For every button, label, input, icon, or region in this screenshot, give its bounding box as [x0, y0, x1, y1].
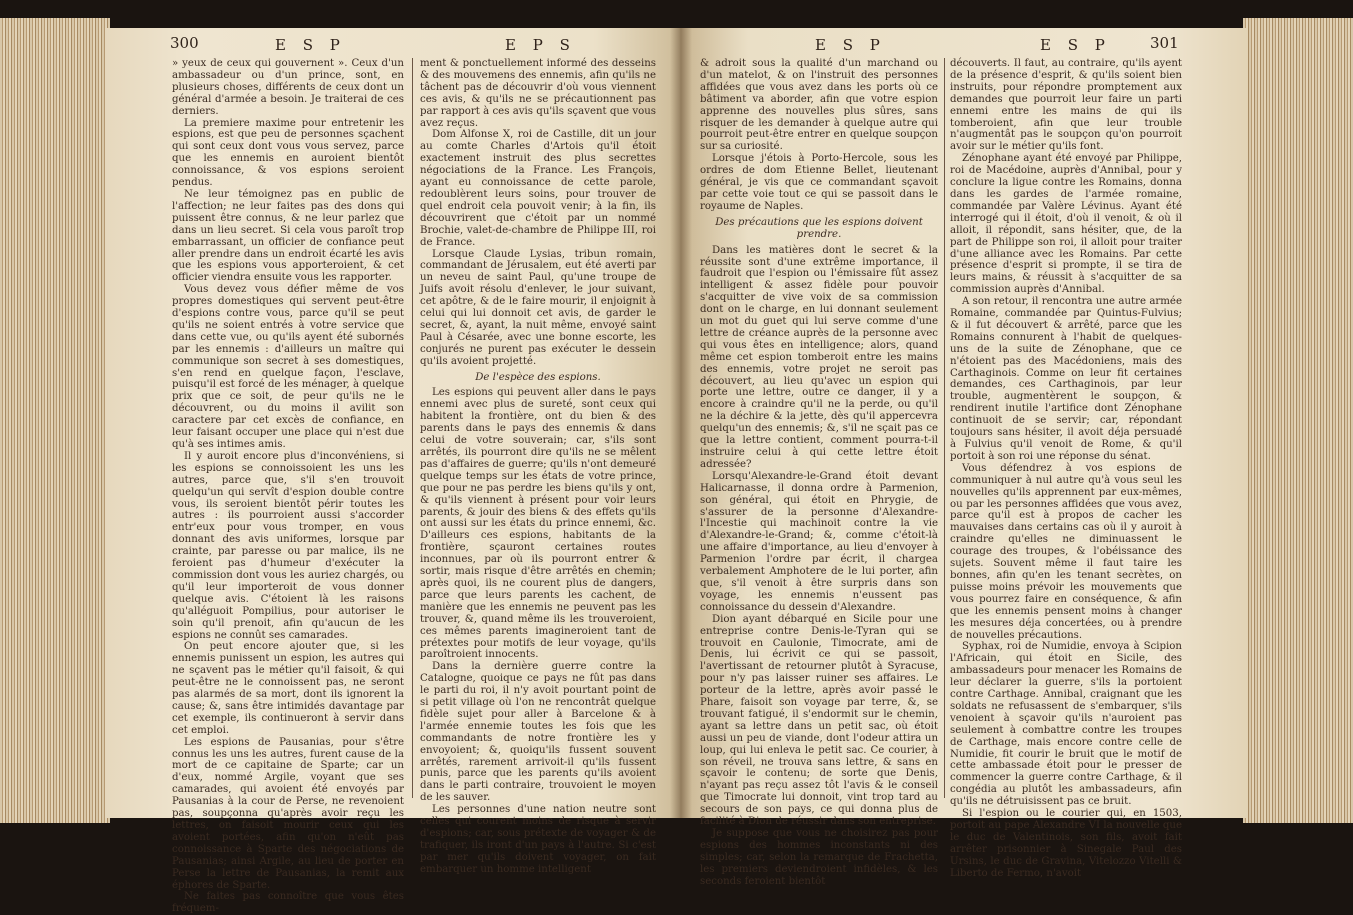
section-subheading: Des précautions que les espions doivent prendre. [715, 216, 923, 240]
paragraph: Dom Alfonse X, roi de Castille, dit un jour au comte Charles d'Artois qu'il étoit exactement instruit des plus secrettes négociations de la France. Les François, ayant eu connoissance de cette parole, redoublèrent leurs soins, pour trouver de quel endroit cela pouvoit venir; à la fin, ils découvrirent que c'étoit par un nommé Brochie, valet-de-chambre de Philippe III, roi de France. [420, 129, 656, 248]
page-edges-right [1243, 18, 1353, 823]
right-running-head-2: E S P [1040, 36, 1111, 54]
paragraph: Zénophane ayant été envoyé par Philippe, roi de Macédoine, auprès d'Annibal, pour y conclure la ligue contre les Romains, donna dans les gardes de l'armée romaine, commandée par Valère Lévinus. Ayant été interrogé qui il étoit, d'où il venoit, & où il alloit, il répondit, sans hésiter, que, de la part de Philippe son roi, il alloit pour traiter d'une alliance avec les Romains. Par cette présence d'esprit si prompte, il se tira de leurs mains, & réussit à s'acquitter de sa commission auprès d'Annibal. [950, 153, 1182, 296]
paragraph: Je suppose que vous ne choisirez pas pour espions des hommes inconstants ni des simples; car, selon la remarque de Frachetta, les premiers deviendroient infidèles, & les seconds feroient bientôt [700, 828, 938, 887]
left-running-head-1: E S P [275, 36, 346, 54]
paragraph: Les espions de Pausanias, pour s'être connus les uns les autres, furent cause de la mort de ce capitaine de Sparte; car un d'eux, nommé Argile, voyant que ses camarades, qui avoient été envoyés par Pausanias à la cour de Perse, ne revenoient pas, soupçonna qu'après avoir reçu les lettres, on faisoit mourir ceux qui les avoient portées, afin qu'on n'eût pas connoissance à Sparte des négociations de Pausanias; ainsi Argile, au lieu de porter en Perse la lettre de Pausanias, la remit aux éphores de Sparte. [172, 736, 404, 891]
left-column-rule [412, 58, 413, 798]
paragraph: Lorsque j'étois à Porto-Hercole, sous les ordres de dom Etienne Bellet, lieutenant général, je vis que ce commandant sçavoit par cette voie tout ce qui se passoit dans le royaume de Naples. [700, 153, 938, 212]
paragraph: Dans la dernière guerre contre la Catalogne, quoique ce pays ne fût pas dans le parti du roi, il n'y avoit pourtant point de si petit village où l'on ne rencontrât quelque fidèle sujet pour aller à Barcelone & à l'armée ennemie toutes les fois que les commandants de notre frontière les y envoyoient; &, quoiqu'ils fussent souvent arrêtés, rarement arrivoit-il qu'ils fussent punis, parce que les parents qu'ils avoient dans le parti contraire, trouvoient le moyen de les sauver. [420, 661, 656, 804]
paragraph: A son retour, il rencontra une autre armée Romaine, commandée par Quintus-Fulvius; & il fut découvert & arrêté, parce que les Romains connurent à l'habit de quelques-uns de la suite de Zénophane, que ce n'étoient pas des Macédoniens, mais des Carthaginois. Comme on leur fit certaines demandes, ces Carthaginois, par leur trouble, augmentèrent le soupçon, & rendirent inutile l'artifice dont Zénophane continuoit de se servir; car, répondant toujours sans hésiter, il avoit déja persuadé à Fulvius qu'il venoit de Rome, & qu'il portoit à son roi une réponse du sénat. [950, 296, 1182, 462]
paragraph: Les personnes d'une nation neutre sont celles qui courent moins de risque à servir d'espions; car, sous prétexte de voyager & de trafiquer, ils iront d'un pays à l'autre. Si c'est par mer qu'ils doivent voyager, on fait embarquer un homme intelligent [420, 804, 656, 875]
left-page-number: 300 [170, 34, 199, 52]
paragraph: Lorsque Claude Lysias, tribun romain, commandant de Jérusalem, eut été averti par un neveu de saint Paul, qu'une troupe de Juifs avoit résolu d'enlever, le jour suivant, cet apôtre, & de le faire mourir, il enjoignit à celui qui lui donnoit cet avis, de garder le secret, &, ayant, la nuit même, envoyé saint Paul à Césarée, avec une bonne escorte, les conjurés ne purent pas exécuter le dessein qu'ils avoient projetté. [420, 248, 656, 367]
paragraph: Dion ayant débarqué en Sicile pour une entreprise contre Denis-le-Tyran qui se trouvoit en Caulonie, Timocrate, ami de Denis, lui écrivit ce qui se passoit, l'avertissant de retourner plutôt à Syracuse, pour n'y pas laisser ruiner ses affaires. Le porteur de la lettre, après avoir passé le Phare, faisoit son voyage par terre, &, se trouvant fatigué, il s'endormit sur le chemin, ayant sa lettre dans un petit sac, où étoit aussi un peu de viande, dont l'odeur attira un loup, qui lui enleva le petit sac. Ce courier, à son réveil, ne trouva sans lettre, & sans en sçavoir le contenu; de sorte que Denis, n'ayant pas reçu assez tôt l'avis & le conseil que Timocrate lui donnoit, vint trop tard au secours de son pays, ce qui donna plus de facilité à Dion de réussir dans son entreprise. [700, 613, 938, 828]
paragraph: La premiere maxime pour entretenir les espions, est que peu de personnes sçachent qui sont ceux dont vous vous servez, parce que les ennemis en auroient bientôt connoissance, & vos espions seroient pendus. [172, 117, 404, 189]
paragraph: Lorsqu'Alexandre-le-Grand étoit devant Halicarnasse, il donna ordre à Parmenion, son général, qui étoit en Phrygie, de s'assurer de la personne d'Alexandre-l'Incestie qui machinoit contre la vie d'Alexandre-le-Grand; &, comme c'étoit-là une affaire d'importance, au lieu d'envoyer à Parmenion l'ordre par écrit, il chargea verbalement Amphotere de le lui porter, afin que, s'il venoit à être surpris dans son voyage, les ennemis n'eussent pas connoissance du dessein d'Alexandre. [700, 470, 938, 613]
page-edges-left [0, 18, 110, 823]
paragraph: Dans les matières dont le secret & la réussite sont d'une extrême importance, il faudroit que l'espion ou l'émissaire fût assez intelligent & assez fidèle pour pouvoir s'acquitter de vive voix de sa commission dont on le charge, en lui donnant seulement un mot du guet qui lui serve comme d'une lettre de créance auprès de la personne avec qui vous êtes en intelligence; alors, quand même cet espion tomberoit entre les mains des ennemis, votre projet ne seroit pas découvert, au lieu qu'avec un espion qui porte une lettre, outre ce danger, il y a encore à craindre qu'il ne la perde, ou qu'il ne la déchire & la jette, dès qu'il appercevra quelqu'un des ennemis; &, s'il ne sçait pas ce que la lettre contient, comment pourra-t-il instruire celui à qui cette lettre étoit adressée? [700, 244, 938, 470]
right-column-rule [944, 58, 945, 798]
paragraph: découverts. Il faut, au contraire, qu'ils ayent de la présence d'esprit, & qu'ils soient bien instruits, pour répondre promptement aux demandes que pourroit leur faire un parti ennemi entre les mains de qui ils tomberoient, afin que leur trouble n'augmentât pas le soupçon qu'on pourroit avoir sur le métier qu'ils font. [950, 58, 1182, 153]
paragraph: On peut encore ajouter que, si les ennemis punissent un espion, les autres qui ne sçavent pas le métier qu'il faisoit, & qui peut-être ne le connoissent pas, ne seront pas alarmés de sa mort, dont ils ignorent la cause; &, sans être intimidés davantage par cet exemple, ils continueront à servir dans cet emploi. [172, 641, 404, 736]
paragraph: Il y auroit encore plus d'inconvéniens, si les espions se connoissoient les uns les autres, parce que, s'il s'en trouvoit quelqu'un qui servît d'espion double contre vous, ils seroient bientôt périr toutes les autres : ils pourroient aussi s'accorder entr'eux pour vous tromper, en vous donnant des avis uniformes, lorsque par crainte, par paresse ou par malice, ils ne feroient pas d'humeur d'exécuter la commission dont vous les auriez chargés, ou qu'il leur importeroit de vous donner quelque avis. C'étoient là les raisons qu'alléguoit Pompilius, pour autoriser le soin qu'il prenoit, afin qu'aucun de les espions ne connût ses camarades. [172, 450, 404, 641]
right-column-1 [700, 58, 938, 888]
paragraph: Ne faites pas connoître que vous êtes fréquem- [172, 891, 404, 915]
right-column-2 [950, 58, 1182, 880]
paragraph: Vous devez vous défier même de vos propres domestiques qui servent peut-être d'espions contre vous, parce qu'il se peut qu'ils ne soient entrés à votre service que dans cette vue, ou qu'ils ayent été subornés par les ennemis : d'ailleurs un maître qui communique son secret à ses domestiques, s'en rend en quelque façon, l'esclave, puisqu'il est forcé de les ménager, à quelque prix que ce soit, de peur qu'ils ne le découvrent, ou du moins il avilit son caractere par cet excès de confiance, en leur faisant occuper une place qui n'est due qu'à ses intimes amis. [172, 284, 404, 450]
right-page-number: 301 [1150, 34, 1179, 52]
paragraph: Syphax, roi de Numidie, envoya à Scipion l'Africain, qui étoit en Sicile, des ambassadeurs pour menacer les Romains de leur déclarer la guerre, s'ils la portoient contre Carthage. Annibal, craignant que les soldats ne refusassent de s'embarquer, s'ils venoient à sçavoir qu'ils n'auroient pas seulement à combattre contre les troupes de Carthage, mais encore contre celle de Numidie, fit courir le bruit que le motif de cette ambassade étoit pour le presser de commencer la guerre contre Carthage, & il congédia au plutôt les ambassadeurs, afin qu'ils ne détruisissent pas ce bruit. [950, 641, 1182, 808]
left-running-head-2: E P S [505, 36, 576, 54]
section-subheading: De l'espèce des espions. [475, 371, 601, 383]
paragraph: » yeux de ceux qui gouvernent ». Ceux d'un ambassadeur ou d'un prince, sont, en plusieurs choses, différents de ceux dont un général d'armée a besoin. Je traiterai de ces derniers. [172, 58, 404, 117]
paragraph: Si l'espion ou le courier qui, en 1503, portoit au pape Alexandre VI la nouvelle que le duc de Valentinois, son fils, avoit fait arrêter prisonnier à Sinegale Paul des Ursins, le duc de Gravina, Vitelozzo Vitelli & Liberto de Fermo, n'avoit [950, 808, 1182, 879]
paragraph: Vous défendrez à vos espions de communiquer à nul autre qu'à vous seul les nouvelles qu'ils apprennent par eux-mêmes, ou par les personnes affidées que vous avez, parce qu'il est à propos de cacher les mauvaises dans certains cas où il y auroit à craindre qu'elles ne diminuassent le courage des troupes, & l'obéissance des sujets. Souvent même il faut taire les bonnes, afin qu'en les tenant secrètes, on puisse moins prévoir les mouvements que vous pourrez faire en conséquence, & afin que les ennemis pensent moins à changer les mesures déja concertées, ou à prendre de nouvelles précautions. [950, 462, 1182, 641]
paragraph: Les espions qui peuvent aller dans le pays ennemi avec plus de sureté, sont ceux qui habitent la frontière, ont du bien & des parents dans le pays des ennemis & dans celui de votre souverain; car, s'ils sont arrêtés, ils pourront dire qu'ils ne se mêlent pas d'affaires de guerre; qu'ils n'ont demeuré quelque temps sur les états de votre prince, que pour ne pas perdre les biens qu'ils y ont, & qu'ils viennent à présent pour voir leurs parents, & jouir des biens & des effets qu'ils ont aussi sur les états du prince ennemi, &c. D'ailleurs ces espions, habitants de la frontière, sçauront certaines routes inconnues, par où ils pourront entrer & sortir, mais risque d'être arrêtés en chemin; après quoi, ils ne courent plus de dangers, parce que leurs parents les cachent, de manière que les ennemis ne peuvent pas les trouver, &, quand même ils les trouveroient, ces mêmes parents imagineroient tant de prétextes pour motifs de leur voyage, qu'ils paroîtroient innocents. [420, 387, 656, 661]
left-column-2 [420, 58, 656, 876]
left-column-1 [172, 58, 404, 915]
paragraph: & adroit sous la qualité d'un marchand ou d'un matelot, & on l'instruit des personnes affidées que vous avez dans les ports où ce bâtiment va aborder, afin que votre espion apprenne des nouvelles plus sûres, sans risquer de les demander à quelque autre qui pourroit peut-être entrer en quelque soupçon sur sa curiosité. [700, 58, 938, 153]
book-gutter [670, 28, 692, 818]
right-running-head-1: E S P [815, 36, 886, 54]
paragraph: ment & ponctuellement informé des desseins & des mouvemens des ennemis, afin qu'ils ne tâchent pas de découvrir d'où vous viennent ces avis, & qu'ils ne se précautionnent pas par rapport à ces avis qu'ils sçavent que vous avez reçus. [420, 58, 656, 129]
paragraph: Ne leur témoignez pas en public de l'affection; ne leur faites pas des dons qui puissent être connus, & ne leur parlez que dans un lieu secret. Si cela vous paroît trop embarrassant, un officier de confiance peut aller prendre dans un endroit écarté les avis que les espions vous apporteroient, & cet officier viendra ensuite vous les rapporter. [172, 188, 404, 284]
